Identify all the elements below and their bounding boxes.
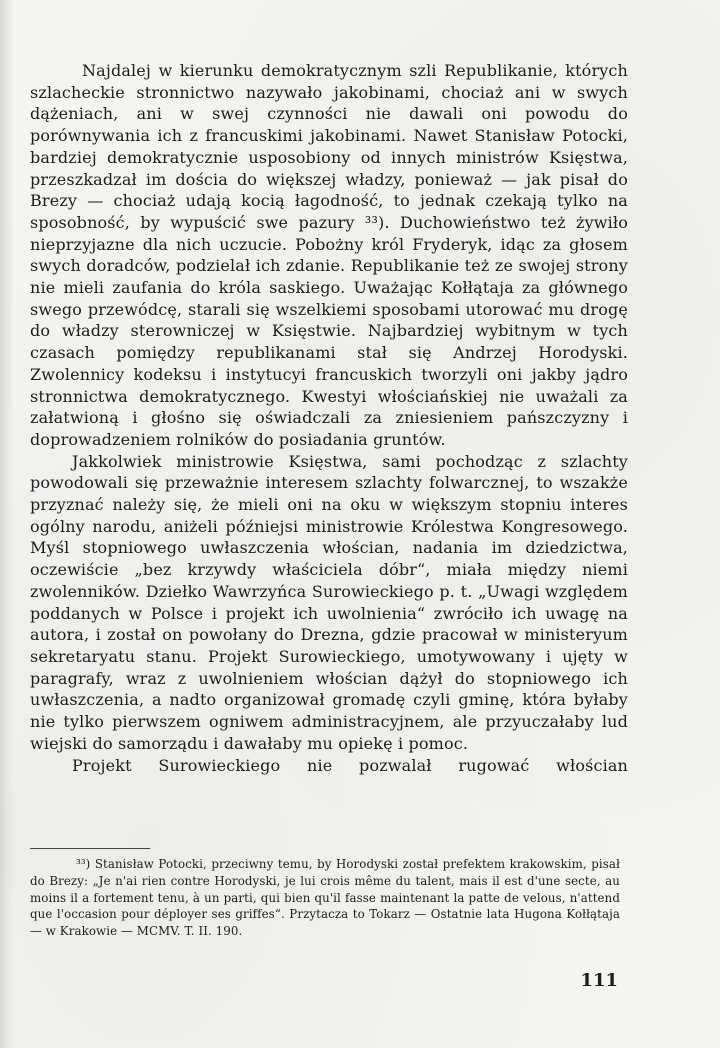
footnote (30, 856, 620, 940)
page-number: 111 (580, 970, 618, 991)
footnote-text: ³³) Stanisław Potocki, przeciwny temu, by Horodyski został prefektem krakowskim, pisał do Brezy: „Je n'ai rien contre Horodyski, je lui crois même du talent, mais il est d'une secte, au moins il a fortement tenu, à un parti, qui bien qu'il fasse maintenant la patte de velous, n'attend que l'occasion pour déployer ses griffes“. Przytacza to Tokarz — Ostatnie lata Hugona Kołłątaja — w Krakowie — MCMV. T. II. 190. (30, 857, 620, 939)
paragraph-2: Jakkolwiek ministrowie Księstwa, sami pochodząc z szlachty powodowali się przeważnie interesem szlachty folwarcznej, to wszakże przyznać należy się, że mieli oni na oku w większym stopniu interes ogólny narodu, aniżeli późniejsi ministrowie Królestwa Kongresowego. Myśl stopniowego uwłaszczenia włościan, nadania im dziedzictwa, oczewiście „bez krzywdy właściciela dóbr“, miała między niemi zwolenników. Dziełko Wawrzyńca Surowieckiego p. t. „Uwagi względem poddanych w Polsce i projekt ich uwolnienia“ zwróciło ich uwagę na autora, i został on powołany do Drezna, gdzie pracował w ministeryum sekretaryatu stanu. Projekt Surowieckiego, umotywowany i ujęty w paragrafy, wraz z uwolnieniem włościan dążył do stopniowego ich uwłaszczenia, a nadto organizował gromadę czyli gminę, która byłaby nie tylko pierwszem ogniwem administracyjnem, ale przyuczałaby lud wiejski do samorządu i dawałaby mu opiekę i pomoc. (30, 451, 628, 753)
paragraph-3: Projekt Surowieckiego nie pozwalał rugować włościan (72, 755, 628, 775)
paragraph-1: Najdalej w kierunku demokratycznym szli Republikanie, których szlacheckie stronnictwo nazywało jakobinami, chociaż ani w swych dążeniach, ani w swej czynności nie dawali oni powodu do porównywania ich z francuskimi jakobinami. Nawet Stanisław Potocki, bardziej demokratycznie usposobiony od innych ministrów Księstwa, przeszkadzał im dościa do większej władzy, ponieważ — jak pisał do Brezy — chociaż udają kocią łagodność, to jednak czekają tylko na sposobność, by wypuścić swe pazury ³³). Duchowieństwo też żywiło nieprzyjazne dla nich uczucie. Pobożny król Fryderyk, idąc za głosem swych doradców, podzielał ich zdanie. Republikanie też ze swojej strony nie mieli zaufania do króla saskiego. Uważając Kołłątaja za głównego swego przewódcę, starali się wszelkiemi sposobami utorować mu drogę do władzy sterowniczej w Księstwie. Najbardziej wybitnym w tych czasach pomiędzy republikanami stał się Andrzej Horodyski. Zwolennicy kodeksu i instytucyi francuskich tworzyli oni jakby jądro stronnictwa demokratycznego. Kwestyi włościańskiej nie uważali za załatwioną i głośno się oświadczali za zniesieniem pańszczyzny i doprowadzeniem rolników do posiadania gruntów. (30, 61, 628, 449)
footnote-divider (30, 848, 150, 849)
scan-edge-shadow (0, 0, 14, 1048)
main-text (30, 60, 628, 776)
